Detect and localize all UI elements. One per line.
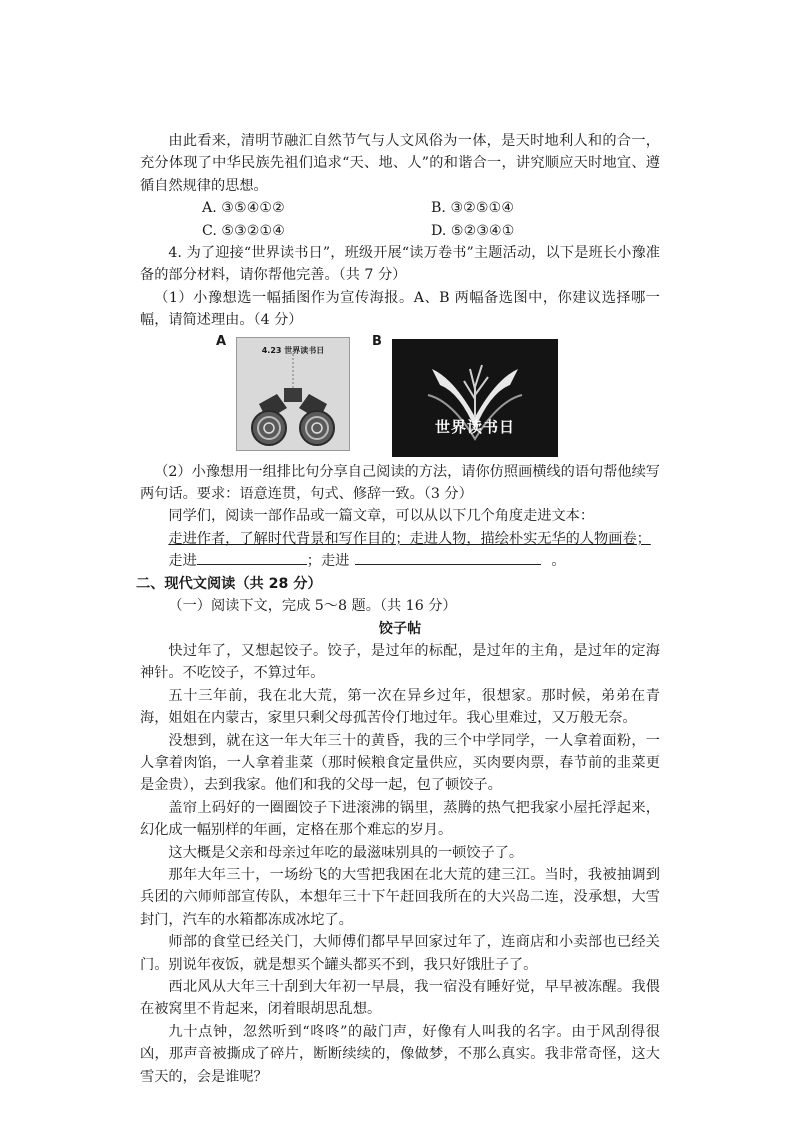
underlined-example: 走进作者，了解时代背景和写作目的；走进人物，描绘朴实无华的人物画卷； bbox=[168, 530, 651, 547]
article-paragraph: 西北风从大年三十刮到大年初一早晨，我一宿没有睡好觉，早早被冻醒。我偎在被窝里不肯起来，闭着眼胡思乱想。 bbox=[140, 979, 660, 1018]
page-content bbox=[136, 130, 660, 1088]
q4-underlined-sentence bbox=[140, 528, 660, 550]
image-a-label: A bbox=[216, 333, 227, 349]
article-paragraph: 这大概是父亲和母亲过年吃的最滋味别具的一顿饺子了。 bbox=[168, 844, 524, 861]
article-paragraph: 五十三年前，我在北大荒，第一次在异乡过年，很想家。那时候，弟弟在青海，姐姐在内蒙古，家里只剩父母孤苦伶仃地过年。我心里难过，又万般无奈。 bbox=[140, 687, 660, 727]
article-paragraph: 没想到，就在这一年大年三十的黄昏，我的三个中学同学，一人拿着面粉，一人拿着肉馅，一人拿着韭菜（那时候粮食定量供应，买肉要肉票，春节前的韭菜更是金贵），去到我家。他们和我的父母一起，包了顿饺子。 bbox=[140, 732, 660, 794]
answer-blank-2[interactable] bbox=[355, 550, 541, 565]
article-paragraph: 师部的食堂已经关门，大师傅们都早早回家过年了，连商店和小卖部也已经关门。别说年夜饭，就是想买个罐头都买不到，我只好饿肚子了。 bbox=[140, 934, 660, 973]
q3-option-c: C. ⑤③②①④ bbox=[202, 222, 285, 239]
article-paragraph: 那年大年三十，一场纷飞的大雪把我困在北大荒的建三江。当时，我被抽调到兵团的六师师部宣传队，本想年三十下午赶回我所在的大兴岛二连，没承想，大雪封门，汽车的水箱都冻成冰坨了。 bbox=[140, 866, 660, 928]
article-paragraph: 盖帘上码好的一圈圈饺子下进滚沸的锅里，蒸腾的热气把我家小屋托浮起来，幻化成一幅别样的年画，定格在那个难忘的岁月。 bbox=[140, 799, 660, 839]
q3-option-d: D. ⑤②③④① bbox=[431, 222, 515, 239]
q4-part2: （2）小豫想用一组排比句分享自己阅读的方法，请你仿照画横线的语句帮他续写两句话。要求：语意连贯，句式、修辞一致。（3 分） bbox=[140, 463, 660, 503]
q4-part1: （1）小豫想选一幅插图作为宣传海报。A、B 两幅备选图中，你建议选择哪一幅，请简述理由。（4 分） bbox=[140, 289, 660, 329]
answer-blank-1[interactable] bbox=[197, 550, 307, 565]
section-subheading: （一）阅读下文，完成 5～8 题。（共 16 分） bbox=[168, 598, 457, 615]
q4-intro: 4. 为了迎接“世界读书日”，班级开展“读万卷书”主题活动，以下是班长小豫准备的部分材料，请你帮他完善。（共 7 分） bbox=[140, 245, 660, 284]
q3-option-a: A. ③⑤④①② bbox=[202, 200, 285, 217]
q4-fill-line bbox=[140, 550, 660, 572]
fill-prefix-2: ；走进 bbox=[306, 553, 350, 570]
image-b-label: B bbox=[372, 333, 382, 349]
section-heading: 二、现代文阅读（共 28 分） bbox=[136, 575, 322, 592]
q4-passage: 同学们，阅读一部作品或一篇文章，可以从以下几个角度走进文本： bbox=[168, 508, 595, 525]
book-tree-icon bbox=[392, 339, 558, 457]
article-paragraph: 九十点钟，忽然听到“咚咚”的敲门声，好像有人叫我的名字。由于风刮得很凶，那声音被撕成了碎片，断断续续的，像做梦，不那么真实。我非常奇怪，这大雪天的，会是谁呢？ bbox=[140, 1023, 660, 1085]
image-b-book-tree bbox=[392, 339, 558, 457]
fill-end: 。 bbox=[551, 553, 566, 570]
q3-options-row-1 bbox=[140, 197, 660, 219]
q3-passage: 由此看来，清明节融汇自然节气与人文风俗为一体，是天时地利人和的合一，充分体现了中华民族先祖们追求“天、地、人”的和谐合一，讲究顺应天时地宜、遵循自然规律的思想。 bbox=[140, 133, 660, 194]
image-a-caption: 4.23 世界读书日 bbox=[261, 345, 325, 355]
article-paragraph: 快过年了，又想起饺子。饺子，是过年的标配，是过年的主角，是过年的定海神针。不吃饺子，不算过年。 bbox=[140, 642, 660, 682]
image-b-caption: 世界读书日 bbox=[434, 418, 515, 437]
illustration-options bbox=[140, 333, 660, 459]
image-a-binoculars bbox=[236, 337, 350, 451]
fill-prefix-1: 走进 bbox=[168, 553, 197, 570]
q3-options-row-2 bbox=[140, 220, 660, 242]
q3-option-b: B. ③②⑤①④ bbox=[431, 200, 515, 217]
article-title: 饺子帖 bbox=[378, 620, 422, 637]
